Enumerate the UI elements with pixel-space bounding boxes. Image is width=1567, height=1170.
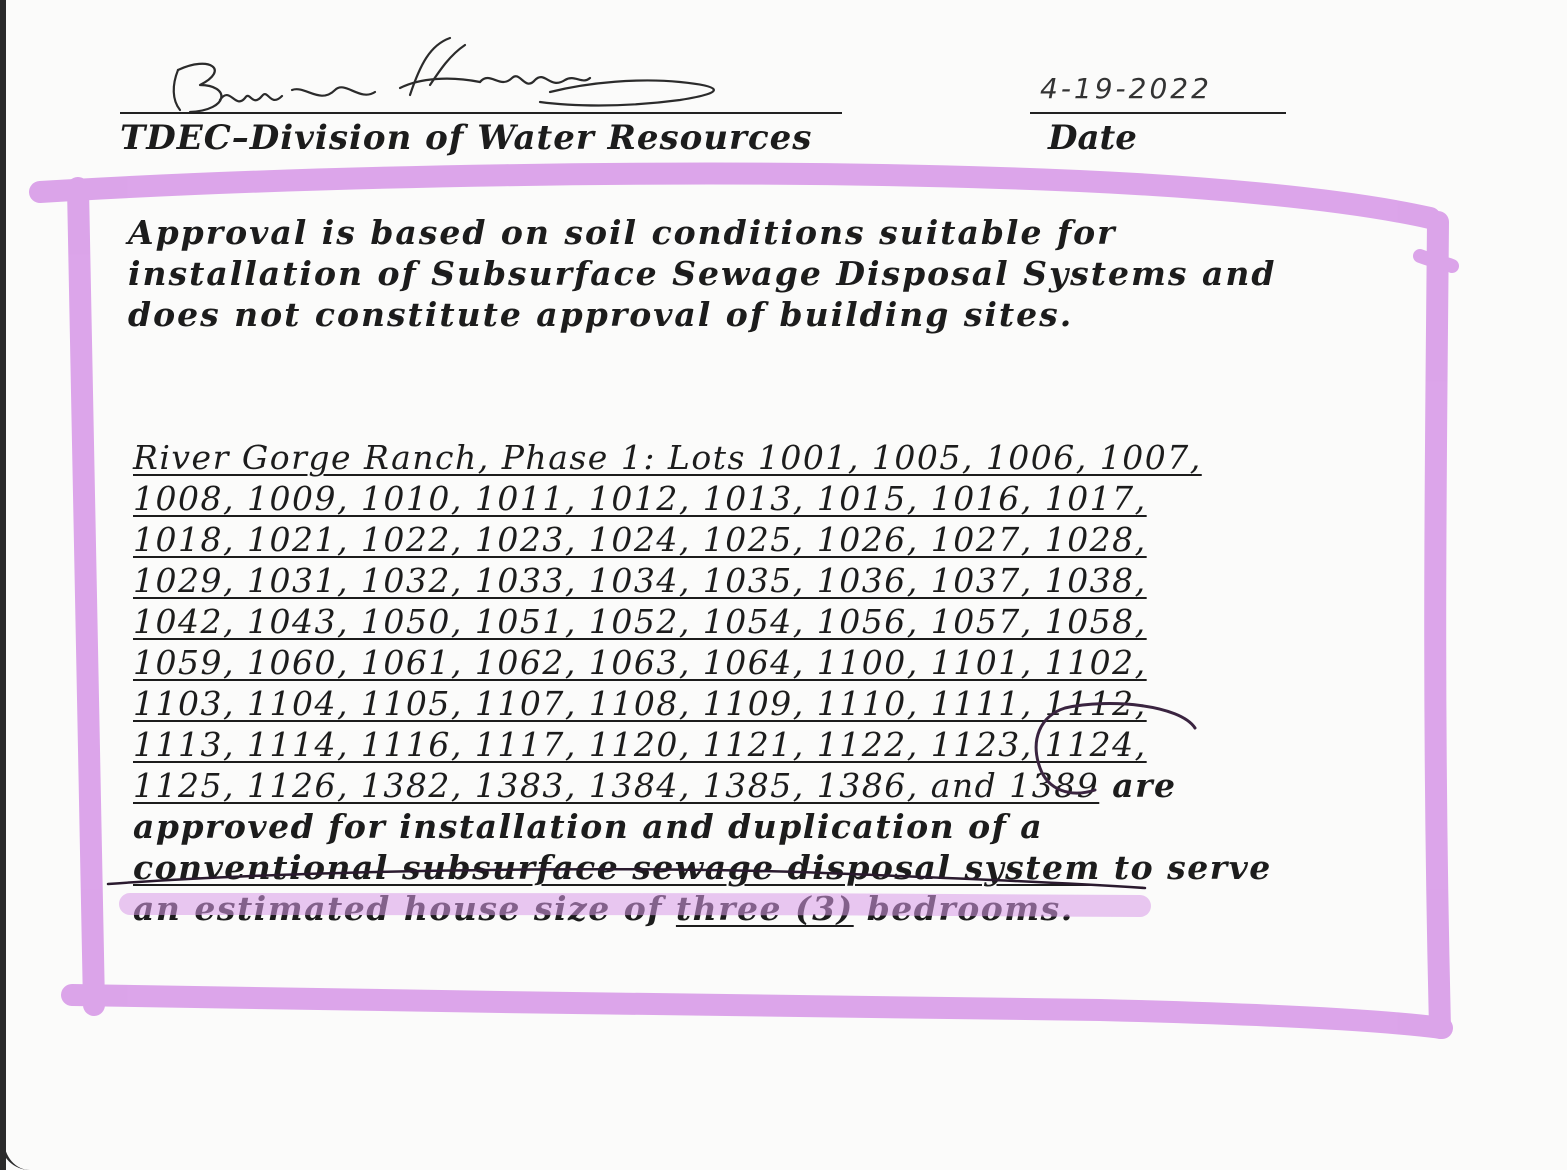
lot-line: 1042, 1043, 1050, 1051, 1052, 1054, 1056, 1057, 1058, [133,602,1147,641]
approved-line: approved for installation and duplication of a [133,807,1044,846]
lot-line: 1008, 1009, 1010, 1011, 1012, 1013, 1015, 1016, 1017, [133,479,1147,518]
house-size-prefix: an estimated house size of [133,889,676,928]
lot-line: 1029, 1031, 1032, 1033, 1034, 1035, 1036, 1037, 1038, [133,561,1147,600]
house-size-line [133,888,1272,929]
house-size-suffix: bedrooms. [853,889,1074,928]
system-type: conventional subsurface sewage disposal system [133,848,1101,887]
page-left-edge [0,0,6,1170]
to-serve-text: to serve [1100,848,1272,887]
lot-line: River Gorge Ranch, Phase 1: Lots 1001, 1005, 1006, 1007, [133,438,1202,477]
notice-line: installation of Subsurface Sewage Disposal Systems and [128,254,1277,293]
lot-line: 1125, 1126, 1382, 1383, 1384, 1385, 1386, and 1389 [133,766,1100,805]
notice-line: Approval is based on soil conditions suitable for [128,213,1117,252]
bedroom-count: three (3) [675,889,854,928]
date-line [1030,112,1286,114]
lot-line: 1103, 1104, 1105, 1107, 1108, 1109, 1110, 1111, 1112, [133,684,1147,723]
page-corner-curl [0,1110,44,1170]
lot-line-final [133,765,1272,806]
date-label: Date [1048,118,1137,158]
handwritten-date: 4-19-2022 [1040,72,1212,105]
system-line [133,847,1272,888]
lot-line: 1059, 1060, 1061, 1062, 1063, 1064, 1100, 1101, 1102, [133,643,1147,682]
approval-notice [128,212,1276,335]
are-word: are [1099,766,1177,805]
signature-line [120,112,842,114]
lot-line: 1018, 1021, 1022, 1023, 1024, 1025, 1026, 1027, 1028, [133,520,1147,559]
lot-line: 1113, 1114, 1116, 1117, 1120, 1121, 1122, 1123, 1124, [133,725,1147,764]
signature-label: TDEC–Division of Water Resources [120,118,813,158]
notice-line: does not constitute approval of building sites. [128,295,1074,334]
handwritten-signature [120,30,840,120]
approved-lots-paragraph [133,437,1272,929]
